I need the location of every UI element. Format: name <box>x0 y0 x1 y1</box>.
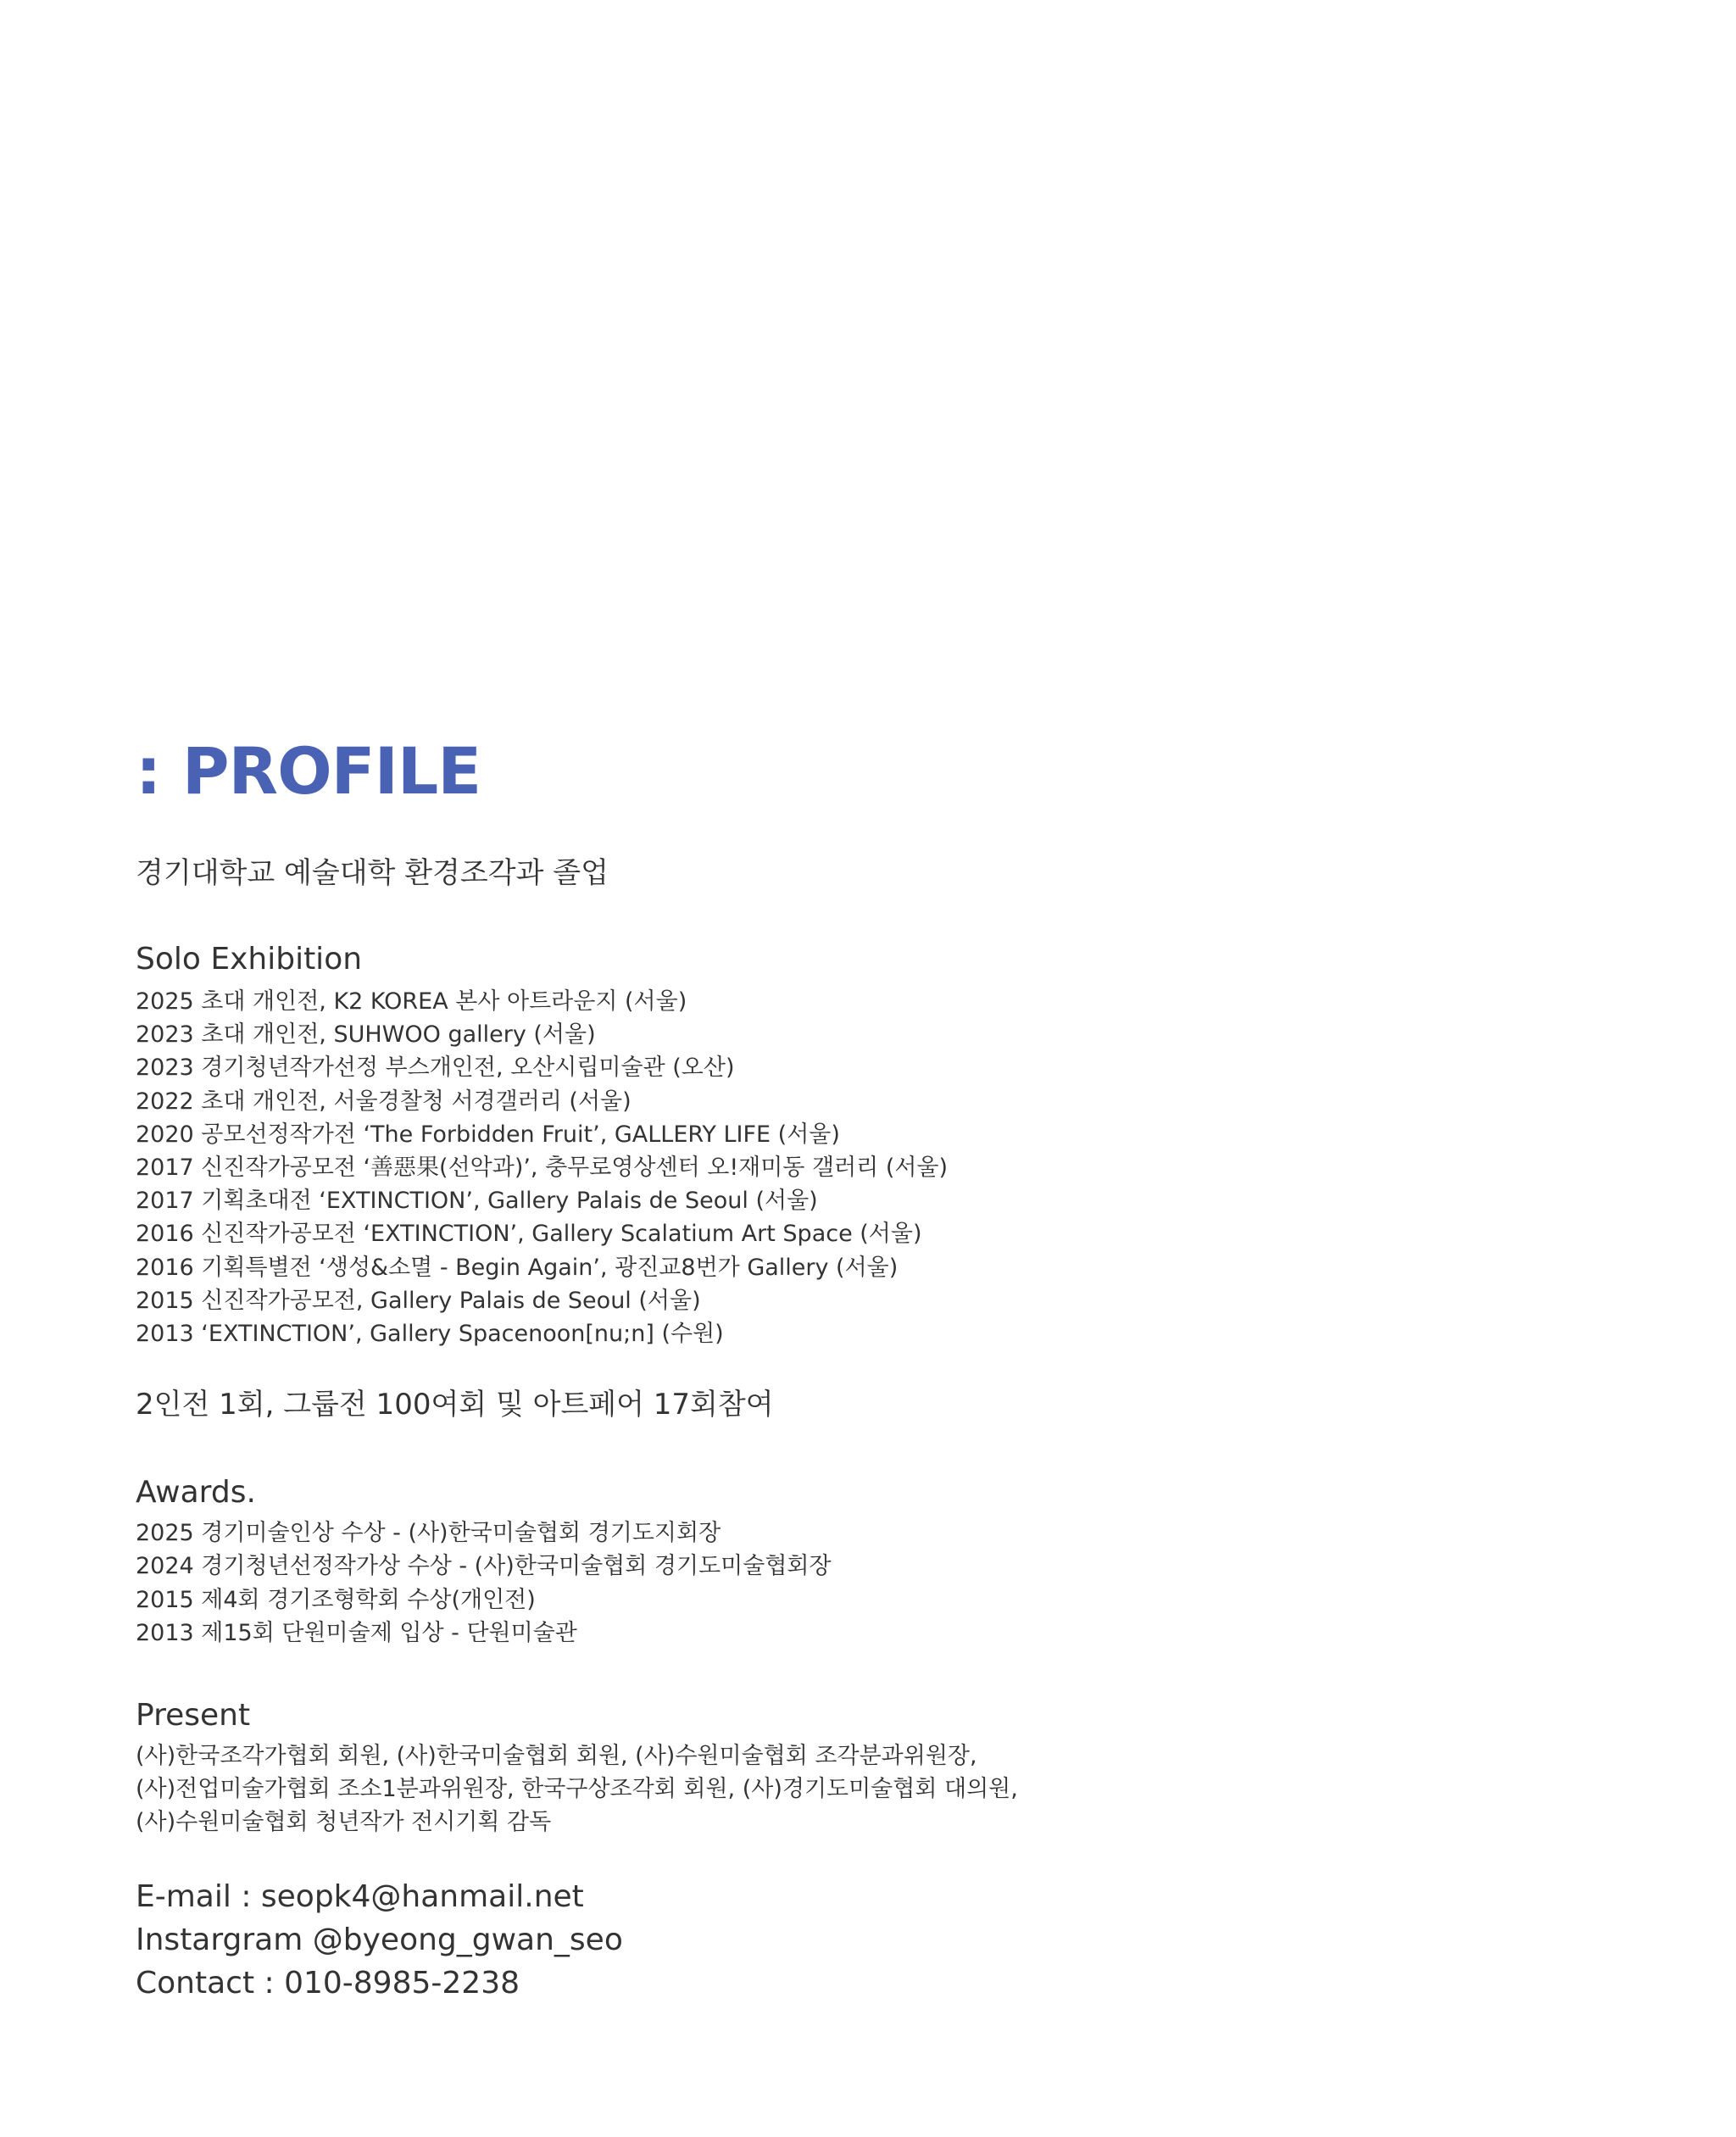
list-item: 2013 제15회 단원미술제 입상 - 단원미술관 <box>136 1619 577 1646</box>
profile-content <box>136 731 1661 2005</box>
list-item: 2024 경기청년선정작가상 수상 - (사)한국미술협회 경기도미술협회장 <box>136 1553 832 1580</box>
awards-section <box>136 1469 1661 1650</box>
contact-block <box>136 1875 1661 2005</box>
list-item: 2023 경기청년작가선정 부스개인전, 오산시립미술관 (오산) <box>136 1055 735 1082</box>
solo-exhibition-section <box>136 936 1661 1350</box>
phone-line: Contact : 010-8985-2238 <box>136 1965 520 2001</box>
solo-exhibition-heading: Solo Exhibition <box>136 942 363 977</box>
instagram-line: Instargram @byeong_gwan_seo <box>136 1922 623 1957</box>
list-item: (사)한국조각가협회 회원, (사)한국미술협회 회원, (사)수원미술협회 조각분과위원장, <box>136 1743 977 1770</box>
list-item: 2023 초대 개인전, SUHWOO gallery (서울) <box>136 1021 596 1049</box>
list-item: 2015 신진작가공모전, Gallery Palais de Seoul (서울) <box>136 1287 701 1314</box>
present-heading: Present <box>136 1698 251 1734</box>
list-item: 2015 제4회 경기조형학회 수상(개인전) <box>136 1586 536 1613</box>
list-item: (사)수원미술협회 청년작가 전시기획 감독 <box>136 1809 552 1836</box>
education-line: 경기대학교 예술대학 환경조각과 졸업 <box>136 856 609 890</box>
list-item: 2017 신진작가공모전 ‘善惡果(선악과)’, 충무로영상센터 오!재미동 갤러리 (서울) <box>136 1155 949 1182</box>
present-section <box>136 1692 1661 1839</box>
page-title: : PROFILE <box>136 733 481 809</box>
list-item: 2016 신진작가공모전 ‘EXTINCTION’, Gallery Scalatium Art Space (서울) <box>136 1221 922 1248</box>
awards-heading: Awards. <box>136 1475 256 1511</box>
list-item: 2017 기획초대전 ‘EXTINCTION’, Gallery Palais de Seoul (서울) <box>136 1188 818 1215</box>
awards-list <box>136 1516 1661 1650</box>
present-list <box>136 1739 1661 1839</box>
solo-exhibition-list <box>136 985 1661 1350</box>
list-item: 2020 공모선정작가전 ‘The Forbidden Fruit’, GALLERY LIFE (서울) <box>136 1121 840 1148</box>
email-line: E-mail : seopk4@hanmail.net <box>136 1878 584 1914</box>
list-item: 2013 ‘EXTINCTION’, Gallery Spacenoon[nu;n] (수원) <box>136 1321 724 1348</box>
list-item: 2022 초대 개인전, 서울경찰청 서경갤러리 (서울) <box>136 1088 632 1115</box>
list-item: (사)전업미술가협회 조소1분과위원장, 한국구상조각회 회원, (사)경기도미술협회 대의원, <box>136 1776 1018 1803</box>
list-item: 2025 초대 개인전, K2 KOREA 본사 아트라운지 (서울) <box>136 988 687 1015</box>
list-item: 2016 기획특별전 ‘생성&소멸 - Begin Again’, 광진교8번가 Gallery (서울) <box>136 1254 899 1281</box>
list-item: 2025 경기미술인상 수상 - (사)한국미술협회 경기도지회장 <box>136 1520 721 1547</box>
group-exhibition-summary: 2인전 1회, 그룹전 100여회 및 아트페어 17회참여 <box>136 1388 774 1422</box>
